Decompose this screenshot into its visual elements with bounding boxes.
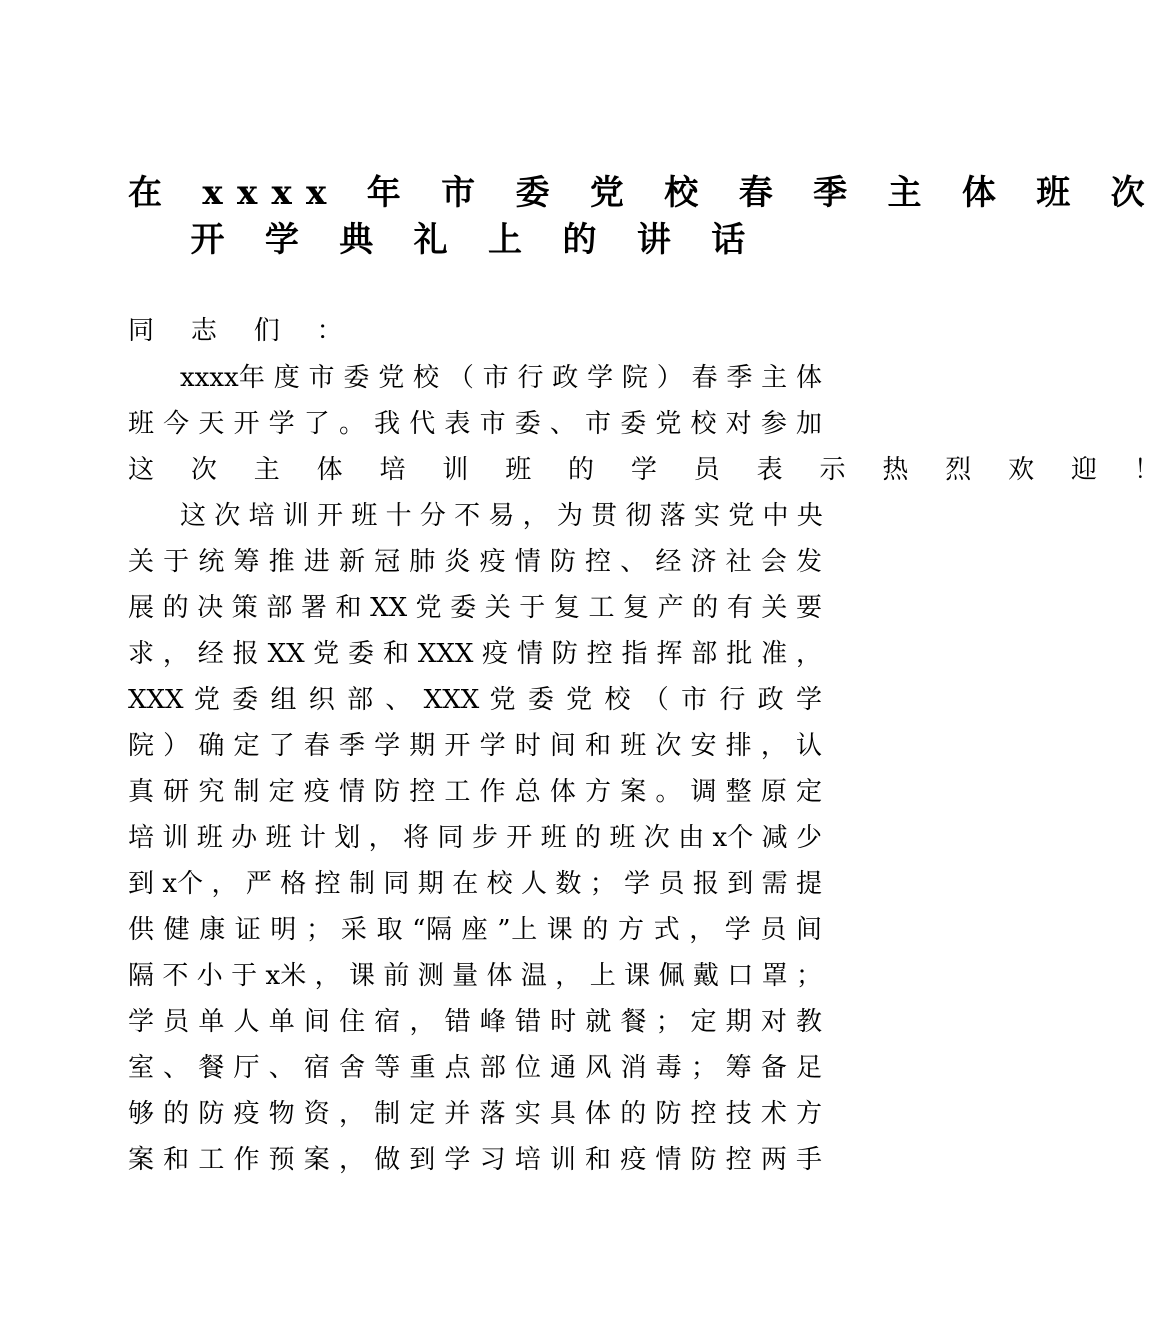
body-line: 求 ， 经 报 XX 党 委 和 XXX 疫 情 防 控 指 挥 部 批 准 ， (128, 639, 822, 669)
body-line: XXX 党 委 组 织 部 、 XXX 党 委 党 校 （ 市 行 政 学 (128, 685, 822, 715)
body-line: 真 研 究 制 定 疫 情 防 控 工 作 总 体 方 案 。 调 整 原 定 (128, 777, 822, 807)
body-line: 这 次 培 训 开 班 十 分 不 易 ， 为 贯 彻 落 实 党 中 央 (180, 501, 823, 531)
body-line: 学 员 单 人 单 间 住 宿 ， 错 峰 错 时 就 餐 ； 定 期 对 教 (128, 1007, 822, 1037)
body-line: 供 健 康 证 明 ； 采 取 “隔 座 ”上 课 的 方 式 ， 学 员 间 (128, 915, 822, 945)
body-line: 关 于 统 筹 推 进 新 冠 肺 炎 疫 情 防 控 、 经 济 社 会 发 (128, 547, 822, 577)
body-line: 培 训 班 办 班 计 划 ， 将 同 步 开 班 的 班 次 由 x个 减 少 (128, 823, 822, 853)
body-line: 室 、 餐 厅 、 宿 舍 等 重 点 部 位 通 风 消 毒 ； 筹 备 足 (128, 1053, 822, 1083)
body-line: 班 今 天 开 学 了 。 我 代 表 市 委 、 市 委 党 校 对 参 加 (128, 409, 822, 439)
body-line: 展 的 决 策 部 署 和 XX 党 委 关 于 复 工 复 产 的 有 关 要 (128, 593, 822, 623)
body-line: 到 x个 ， 严 格 控 制 同 期 在 校 人 数 ； 学 员 报 到 需 提 (128, 869, 822, 899)
title-line-1: 在 xxxx 年 市 委 党 校 春 季 主 体 班 次 (128, 173, 1159, 213)
title-line-2: 开 学 典 礼 上 的 讲 话 (190, 220, 760, 260)
body-line: 隔 不 小 于 x米 ， 课 前 测 量 体 温 ， 上 课 佩 戴 口 罩 ； (128, 961, 822, 991)
body-line: 够 的 防 疫 物 资 ， 制 定 并 落 实 具 体 的 防 控 技 术 方 (128, 1099, 822, 1129)
salutation: 同 志 们 ： (128, 316, 357, 346)
body-line: xxxx年 度 市 委 党 校 （ 市 行 政 学 院 ） 春 季 主 体 (180, 363, 822, 393)
body-line: 这 次 主 体 培 训 班 的 学 员 表 示 热 烈 欢 迎 ！ (128, 455, 1174, 485)
body-line: 院 ） 确 定 了 春 季 学 期 开 学 时 间 和 班 次 安 排 ， 认 (128, 731, 822, 761)
body-line: 案 和 工 作 预 案 ， 做 到 学 习 培 训 和 疫 情 防 控 两 手 (128, 1145, 822, 1175)
